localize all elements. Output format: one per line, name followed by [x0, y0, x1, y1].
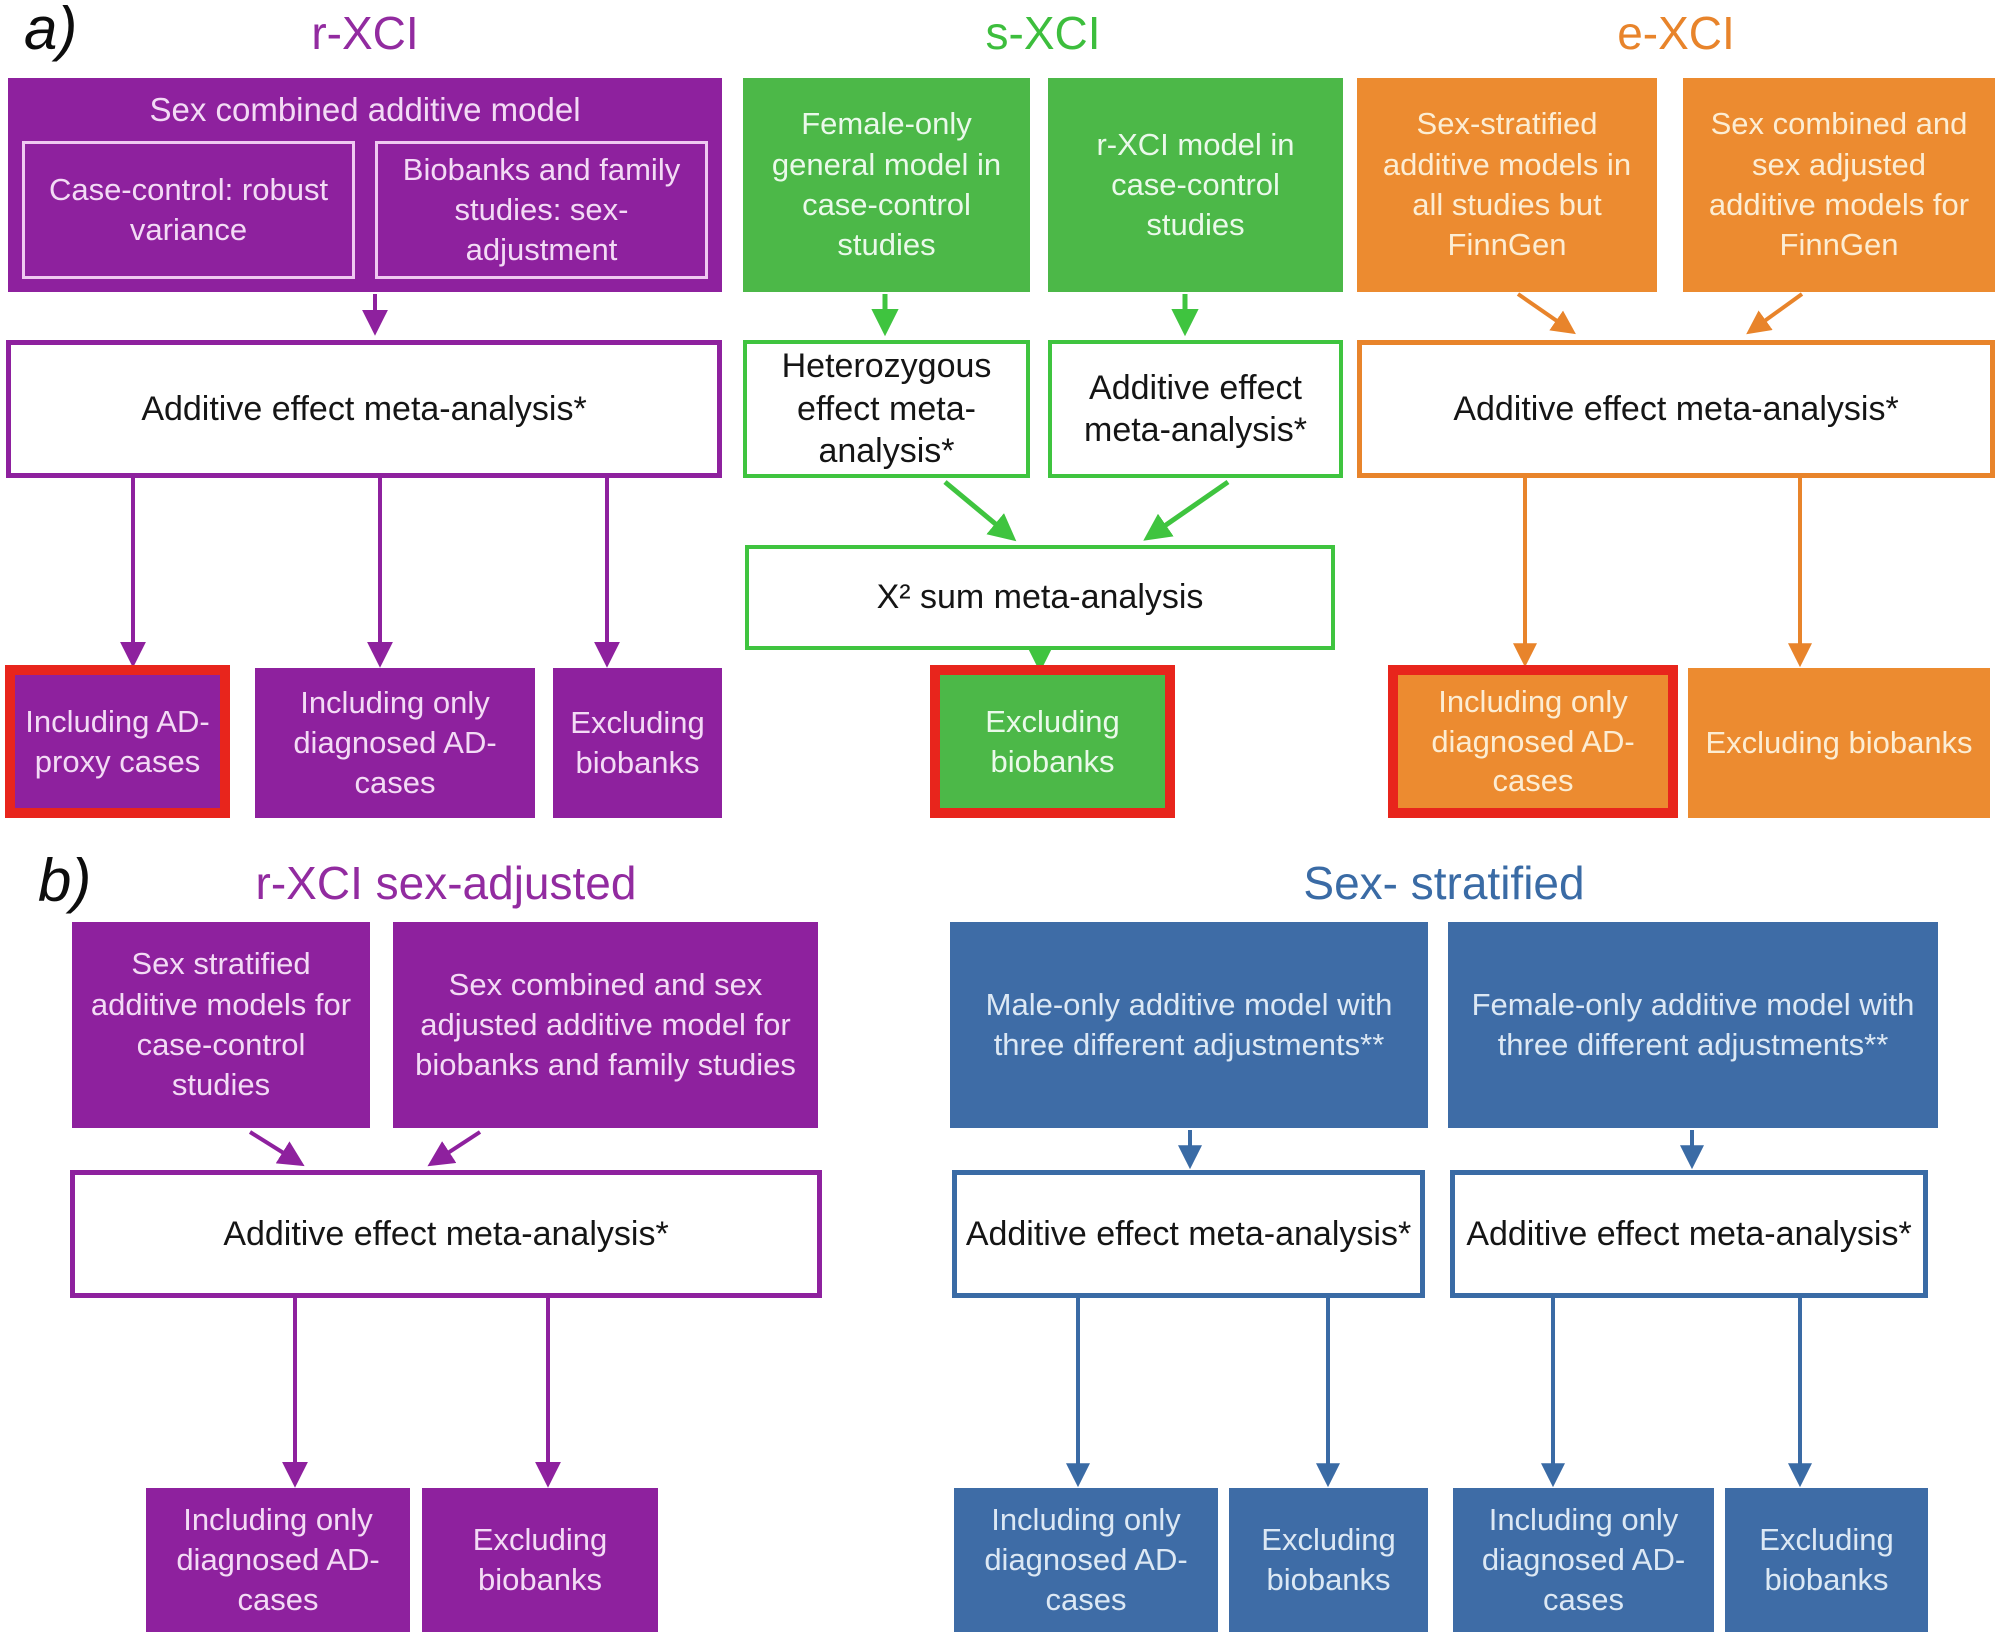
r-xci-output-ad-proxy: Including AD-proxy cases: [5, 665, 230, 818]
b-purple-source-sex-stratified: Sex stratified additive models for case-control studies: [72, 922, 370, 1128]
r-xci-source-box: [8, 78, 722, 292]
b-blue-output-excluding-biobanks-male: Excluding biobanks: [1229, 1488, 1428, 1632]
e-xci-source-sex-stratified: Sex-stratified additive models in all studies but FinnGen: [1357, 78, 1657, 292]
b-blue-meta-box-male: Additive effect meta-analysis*: [952, 1170, 1425, 1298]
arrow-b-purple-src2-to-meta: [434, 1132, 480, 1162]
b-blue-output-excluding-biobanks-female: Excluding biobanks: [1725, 1488, 1928, 1632]
r-xci-source-sub-row: [22, 141, 708, 280]
r-xci-output-excluding-biobanks: Excluding biobanks: [553, 668, 722, 818]
e-xci-meta-box: Additive effect meta-analysis*: [1357, 340, 1995, 478]
r-xci-sub-case-control: Case-control: robust variance: [22, 141, 355, 280]
b-blue-source-female-only: Female-only additive model with three different adjustments**: [1448, 922, 1938, 1128]
arrow-b-purple-src1-to-meta: [250, 1132, 298, 1162]
arrow-a-green-meta1-to-sum: [945, 482, 1010, 536]
section-title-r-xci: r-XCI: [311, 7, 419, 59]
r-xci-source-heading: Sex combined additive model: [149, 91, 581, 128]
r-xci-output-diagnosed: Including only diagnosed AD-cases: [255, 668, 535, 818]
arrow-a-orange-src1-to-meta: [1518, 294, 1570, 330]
b-purple-source-sex-combined: Sex combined and sex adjusted additive model for biobanks and family studies: [393, 922, 818, 1128]
section-title-e-xci: e-XCI: [1617, 7, 1735, 59]
arrow-a-green-meta2-to-sum: [1150, 482, 1228, 536]
arrow-a-orange-src2-to-meta: [1752, 294, 1802, 330]
e-xci-output-diagnosed: Including only diagnosed AD-cases: [1388, 665, 1678, 818]
section-title-sex-stratified: Sex- stratified: [1303, 857, 1585, 909]
s-xci-additive-meta-box: Additive effect meta-analysis*: [1048, 340, 1343, 478]
b-purple-output-diagnosed: Including only diagnosed AD-cases: [146, 1488, 410, 1632]
b-blue-source-male-only: Male-only additive model with three different adjustments**: [950, 922, 1428, 1128]
section-title-r-xci-sex-adjusted: r-XCI sex-adjusted: [255, 857, 637, 909]
panel-a-label: a): [24, 0, 78, 62]
e-xci-source-finngen: Sex combined and sex adjusted additive models for FinnGen: [1683, 78, 1995, 292]
s-xci-source-r-xci-model: r-XCI model in case-control studies: [1048, 78, 1343, 292]
b-purple-output-excluding-biobanks: Excluding biobanks: [422, 1488, 658, 1632]
panel-b-label: b): [38, 847, 92, 914]
b-blue-output-diagnosed-female: Including only diagnosed AD-cases: [1453, 1488, 1714, 1632]
r-xci-meta-box: Additive effect meta-analysis*: [6, 340, 722, 478]
b-blue-meta-box-female: Additive effect meta-analysis*: [1450, 1170, 1928, 1298]
section-title-s-xci: s-XCI: [985, 7, 1101, 59]
s-xci-source-female-only: Female-only general model in case-control studies: [743, 78, 1030, 292]
s-xci-het-meta-box: Heterozygous effect meta-analysis*: [743, 340, 1030, 478]
b-blue-output-diagnosed-male: Including only diagnosed AD-cases: [954, 1488, 1218, 1632]
s-xci-sum-meta-box: X² sum meta-analysis: [745, 545, 1335, 650]
r-xci-sub-biobanks: Biobanks and family studies: sex-adjustment: [375, 141, 708, 280]
s-xci-output-excluding-biobanks: Excluding biobanks: [930, 665, 1175, 818]
b-purple-meta-box: Additive effect meta-analysis*: [70, 1170, 822, 1298]
e-xci-output-excluding-biobanks: Excluding biobanks: [1688, 668, 1990, 818]
